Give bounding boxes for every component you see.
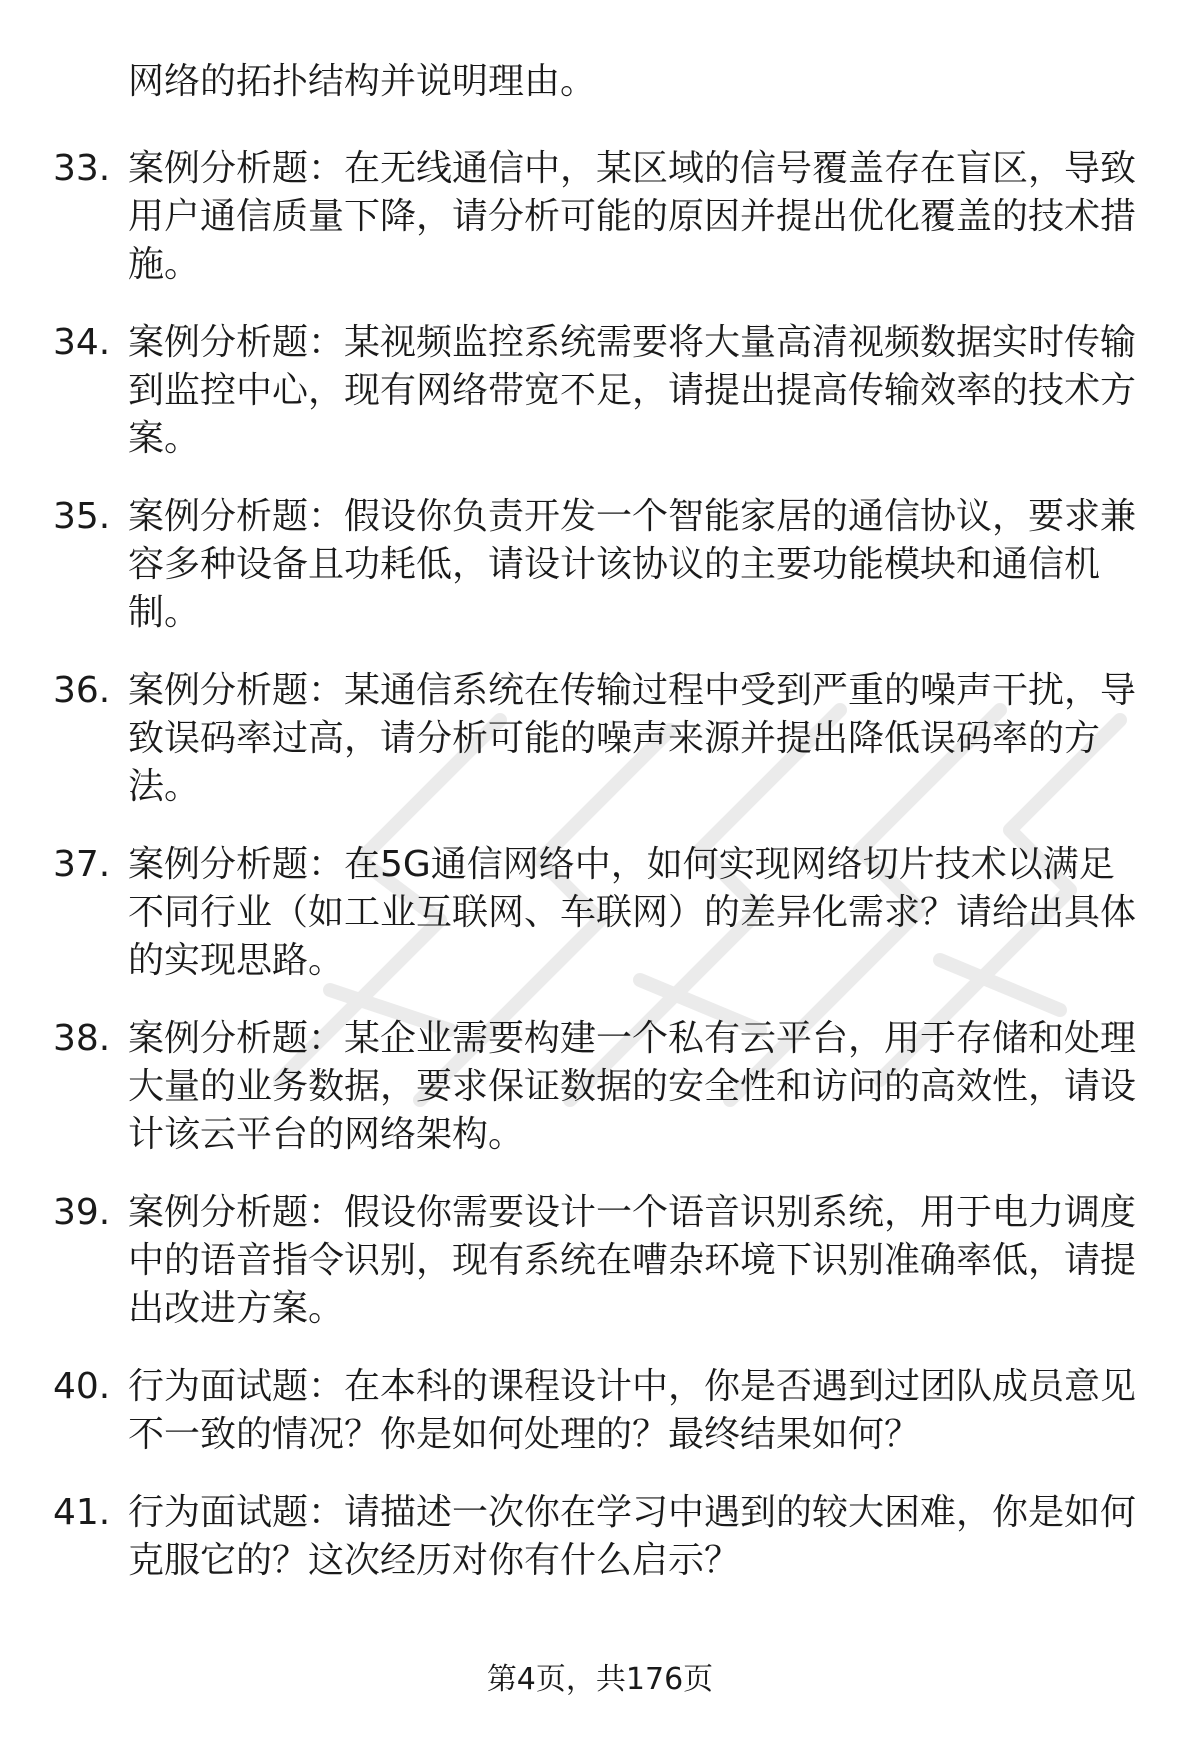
- question-item-38: [0, 1015, 1200, 1159]
- question-text: 案例分析题：某企业需要构建一个私有云平台，用于存储和处理大量的业务数据，要求保证数据的安全性和访问的高效性，请设计该云平台的网络架构。: [128, 1018, 1137, 1155]
- question-text: 案例分析题：在无线通信中，某区域的信号覆盖存在盲区，导致用户通信质量下降，请分析可能的原因并提出优化覆盖的技术措施。: [128, 148, 1137, 285]
- continuation-text: 网络的拓扑结构并说明理由。: [128, 61, 597, 102]
- question-item-41: [0, 1489, 1200, 1585]
- question-item-36: [0, 667, 1200, 811]
- question-item-37: [0, 841, 1200, 985]
- question-number: 39.: [53, 1192, 111, 1233]
- question-number: 33.: [53, 148, 111, 189]
- question-text: 案例分析题：假设你需要设计一个语音识别系统，用于电力调度中的语音指令识别，现有系统在嘈杂环境下识别准确率低，请提出改进方案。: [128, 1192, 1137, 1329]
- question-number: 40.: [53, 1366, 111, 1407]
- question-item-39: [0, 1189, 1200, 1333]
- question-number: 34.: [53, 322, 111, 363]
- question-text: 行为面试题：在本科的课程设计中，你是否遇到过团队成员意见不一致的情况？你是如何处理的？最终结果如何？: [128, 1366, 1137, 1455]
- question-item-35: [0, 493, 1200, 637]
- question-text: 案例分析题：某视频监控系统需要将大量高清视频数据实时传输到监控中心，现有网络带宽不足，请提出提高传输效率的技术方案。: [128, 322, 1137, 459]
- question-number: 36.: [53, 670, 111, 711]
- question-number: 37.: [53, 844, 111, 885]
- question-text: 案例分析题：在5G通信网络中，如何实现网络切片技术以满足不同行业（如工业互联网、车联网）的差异化需求？请给出具体的实现思路。: [128, 844, 1137, 981]
- question-number: 38.: [53, 1018, 111, 1059]
- question-number: 35.: [53, 496, 111, 537]
- question-list: [0, 145, 1200, 1615]
- question-item-40: [0, 1363, 1200, 1459]
- question-item-34: [0, 319, 1200, 463]
- question-number: 41.: [53, 1492, 111, 1533]
- question-text: 行为面试题：请描述一次你在学习中遇到的较大困难，你是如何克服它的？这次经历对你有什么启示？: [128, 1492, 1137, 1581]
- question-text: 案例分析题：某通信系统在传输过程中受到严重的噪声干扰，导致误码率过高，请分析可能的噪声来源并提出降低误码率的方法。: [128, 670, 1137, 807]
- page-footer: 第4页，共176页: [486, 1662, 714, 1697]
- question-item-33: [0, 145, 1200, 289]
- question-text: 案例分析题：假设你负责开发一个智能家居的通信协议，要求兼容多种设备且功耗低，请设计该协议的主要功能模块和通信机制。: [128, 496, 1137, 633]
